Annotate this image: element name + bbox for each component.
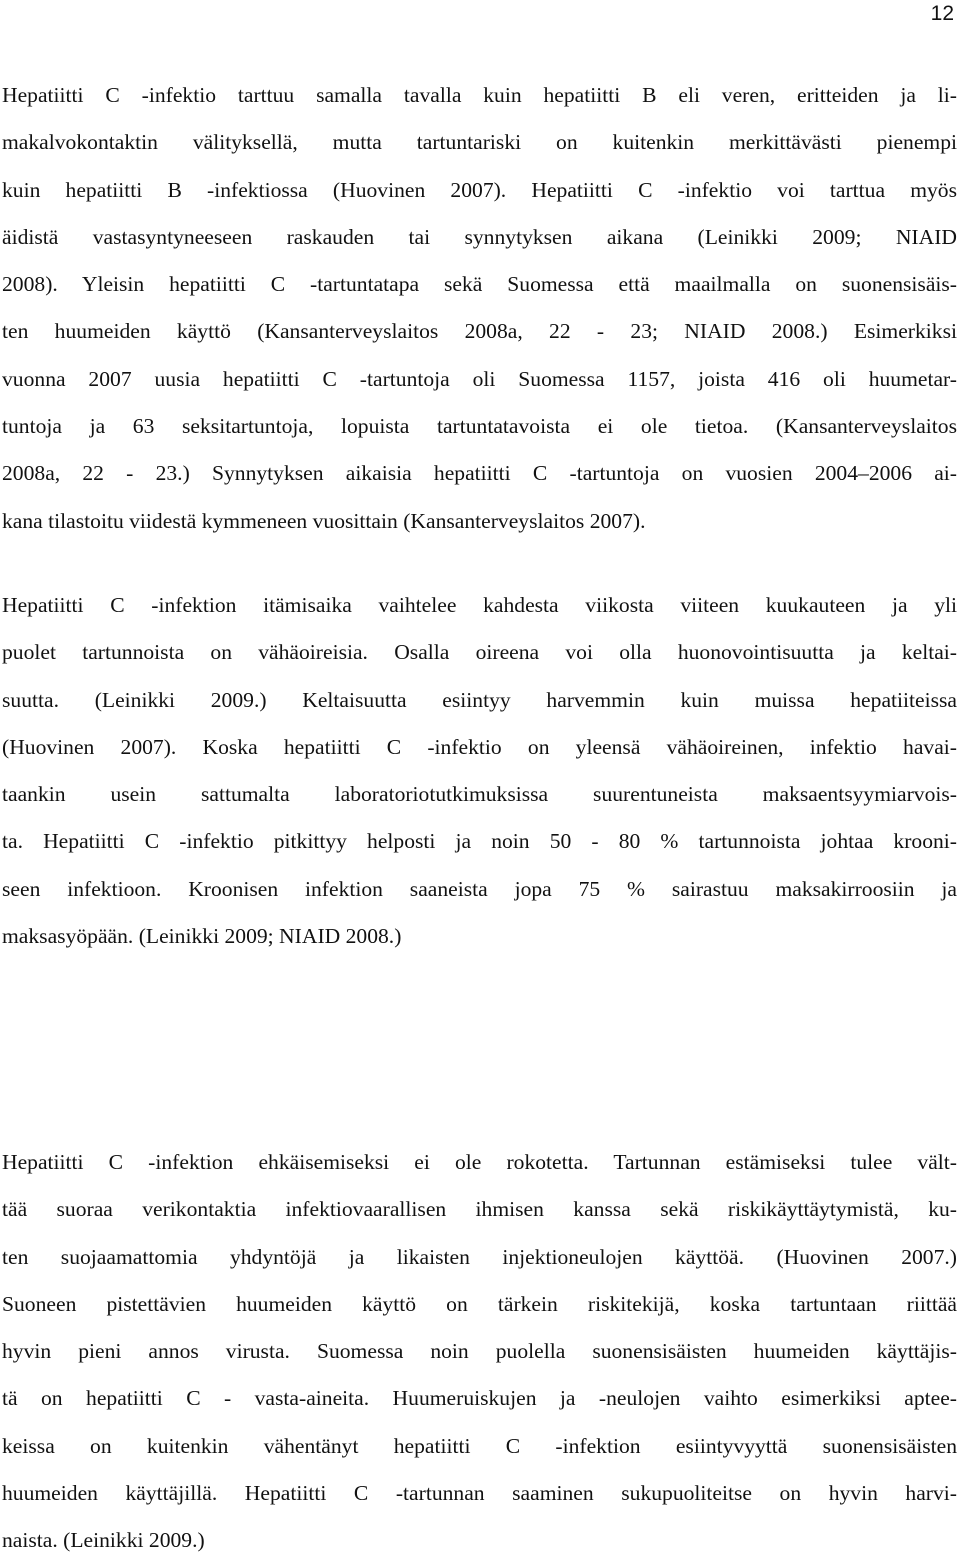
text-line: kuin hepatiitti B -infektiossa (Huovinen 2007). Hepatiitti C -infektio voi tarttua myös: [2, 177, 957, 202]
text-line: makalvokontaktin välityksellä, mutta tartuntariski on kuitenkin merkittävästi pienempi: [2, 130, 957, 155]
text-line: puolet tartunnoista on vähäoireisia. Osalla oireena voi olla huonovointisuutta ja keltai-: [2, 640, 957, 665]
text-line: suutta. (Leinikki 2009.) Keltaisuutta esiintyy harvemmin kuin muissa hepatiiteissa: [2, 687, 957, 712]
text-line: ten huumeiden käyttö (Kansanterveyslaitos 2008a, 22 - 23; NIAID 2008.) Esimerkiksi: [2, 319, 957, 344]
text-line: Hepatiitti C -infektion itämisaika vaihtelee kahdesta viikosta viiteen kuukauteen ja yli: [2, 593, 957, 617]
text-line: tuntoja ja 63 seksitartuntoja, lopuista tartuntatavoista ei ole tietoa. (Kansanterveyslaitos: [2, 414, 957, 439]
text-line: maksasyöpään. (Leinikki 2009; NIAID 2008.): [2, 924, 402, 949]
text-line: (Huovinen 2007). Koska hepatiitti C -infektio on yleensä vähäoireinen, infektio havai-: [2, 734, 957, 759]
text-line: Hepatiitti C -infektio tarttuu samalla tavalla kuin hepatiitti B eli veren, eritteiden ja li-: [2, 83, 957, 107]
text-line: seen infektioon. Kroonisen infektion saaneista jopa 75 % sairastuu maksakirroosiin ja: [2, 876, 957, 901]
text-line: tä on hepatiitti C - vasta-aineita. Huumeruiskujen ja -neulojen vaihto esimerkiksi aptee-: [2, 1386, 957, 1411]
text-line: äidistä vastasyntyneeseen raskauden tai synnytyksen aikana (Leinikki 2009; NIAID: [2, 224, 957, 249]
text-line: keissa on kuitenkin vähentänyt hepatiitti C -infektion esiintyvyyttä suonensisäisten: [2, 1433, 957, 1458]
text-line: Suoneen pistettävien huumeiden käyttö on tärkein riskitekijä, koska tartuntaan riittää: [2, 1291, 957, 1316]
text-line: taankin usein sattumalta laboratoriotutkimuksissa suurentuneista maksaentsyymiarvois-: [2, 782, 957, 807]
paragraph-transmission: [2, 72, 957, 545]
text-line: vuonna 2007 uusia hepatiitti C -tartuntoja oli Suomessa 1157, joista 416 oli huumetar-: [2, 366, 957, 391]
text-line: kana tilastoitu viidestä kymmeneen vuosittain (Kansanterveyslaitos 2007).: [2, 508, 646, 533]
paragraph-symptoms: [2, 582, 957, 960]
text-line: hyvin pieni annos virusta. Suomessa noin puolella suonensisäisten huumeiden käyttäjis-: [2, 1339, 957, 1364]
page-number: 12: [930, 2, 954, 25]
text-line: ta. Hepatiitti C -infektio pitkittyy helposti ja noin 50 - 80 % tartunnoista johtaa krooni-: [2, 829, 957, 854]
text-line: naista. (Leinikki 2009.): [2, 1528, 205, 1553]
text-line: tää suoraa verikontaktia infektiovaarallisen ihmisen kanssa sekä riskikäyttäytymistä, ku-: [2, 1197, 957, 1222]
text-line: Hepatiitti C -infektion ehkäisemiseksi ei ole rokotetta. Tartunnan estämiseksi tulee vält-: [2, 1150, 957, 1174]
text-line: huumeiden käyttäjillä. Hepatiitti C -tartunnan saaminen sukupuoliteitse on hyvin harvi-: [2, 1481, 957, 1506]
paragraph-prevention: [2, 1139, 957, 1565]
text-line: 2008). Yleisin hepatiitti C -tartuntatapa sekä Suomessa että maailmalla on suonensisäis-: [2, 272, 957, 297]
text-line: 2008a, 22 - 23.) Synnytyksen aikaisia hepatiitti C -tartuntoja on vuosien 2004–2006 ai-: [2, 461, 957, 486]
text-line: ten suojaamattomia yhdyntöjä ja likaisten injektioneulojen käyttöä. (Huovinen 2007.): [2, 1244, 957, 1269]
